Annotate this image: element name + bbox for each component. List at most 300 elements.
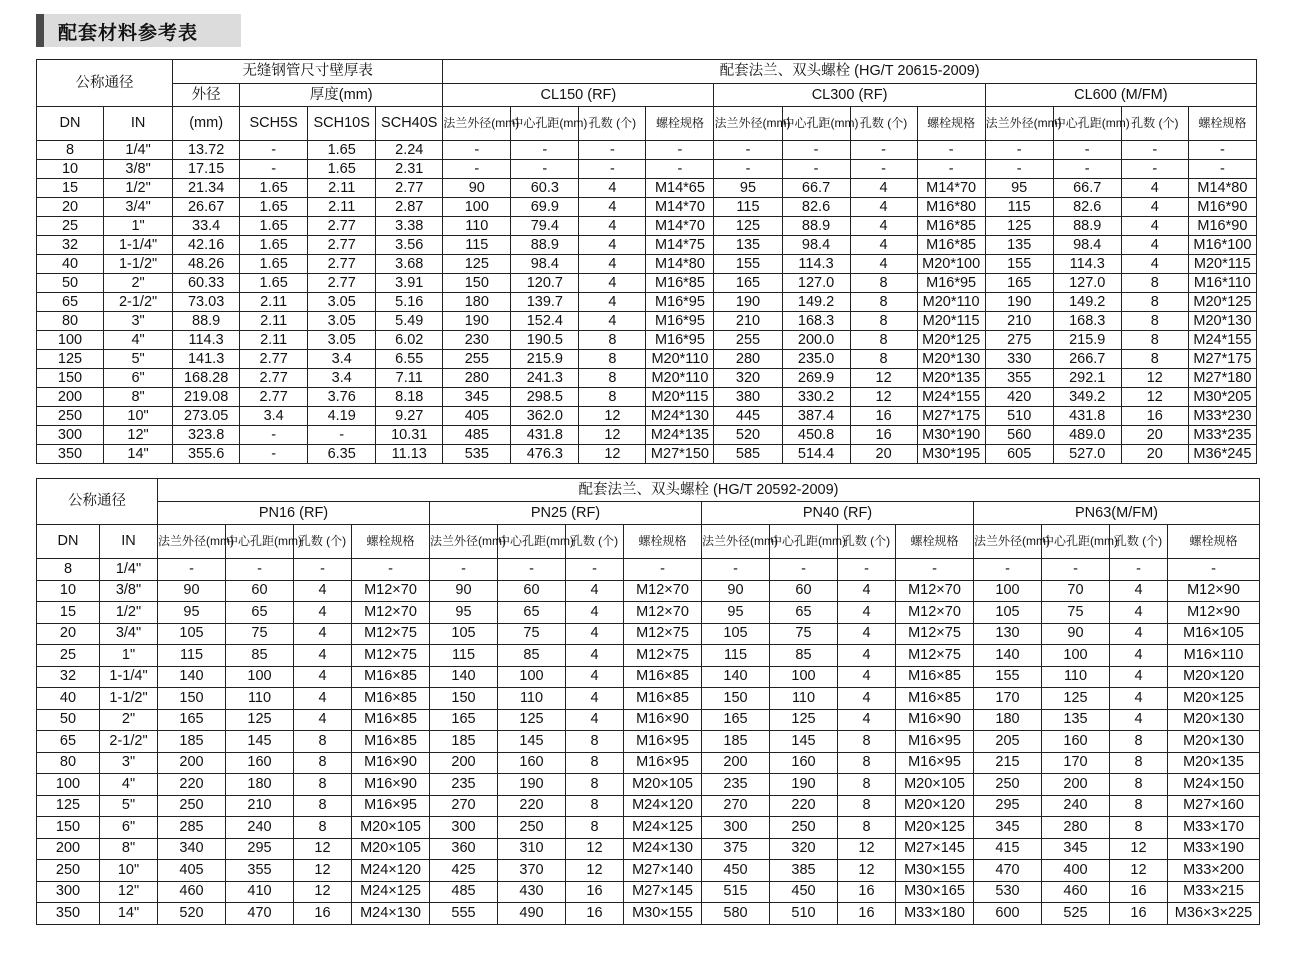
table-cell: 20	[37, 623, 100, 645]
table-cell: -	[917, 141, 985, 160]
table-cell: 145	[226, 731, 294, 753]
table-cell: 75	[226, 623, 294, 645]
table-cell: 135	[714, 236, 782, 255]
table-cell: 4	[1110, 709, 1168, 731]
table-cell: M27*180	[1188, 369, 1256, 388]
pn25-flange-od-header: 法兰外径(mm)	[430, 525, 498, 559]
table-cell: 4	[1121, 236, 1188, 255]
table-cell: M14*70	[646, 217, 714, 236]
table-cell: -	[624, 559, 702, 581]
table-cell: 185	[702, 731, 770, 753]
table-cell: 149.2	[782, 293, 850, 312]
table-cell: 345	[443, 388, 511, 407]
table-cell: 165	[985, 274, 1053, 293]
table-cell: 10.31	[376, 426, 443, 445]
thickness-header: 厚度(mm)	[240, 84, 443, 107]
table-cell: M16×85	[352, 731, 430, 753]
table-cell: 180	[974, 709, 1042, 731]
table-cell: 60.33	[173, 274, 240, 293]
table-cell: 2-1/2"	[104, 293, 173, 312]
table-cell: 450.8	[782, 426, 850, 445]
table-cell: 125	[37, 350, 104, 369]
table-cell: 98.4	[1053, 236, 1121, 255]
table-cell: 4	[850, 198, 917, 217]
table-cell: -	[1053, 141, 1121, 160]
table-cell: 140	[702, 666, 770, 688]
table-cell: 9.27	[376, 407, 443, 426]
table-cell: 3"	[104, 312, 173, 331]
table-cell: 180	[443, 293, 511, 312]
table-cell: 11.13	[376, 445, 443, 464]
table-cell: M16*90	[1188, 217, 1256, 236]
table-cell: M12×70	[352, 580, 430, 602]
table-cell: -	[566, 559, 624, 581]
table-cell: 3"	[100, 752, 158, 774]
table-cell: 8	[838, 817, 896, 839]
table-cell: M16×85	[352, 688, 430, 710]
table-cell: 4	[566, 709, 624, 731]
table-row	[37, 388, 1257, 407]
table-cell: 235	[702, 774, 770, 796]
table-cell: 1/2"	[104, 179, 173, 198]
table-cell: 1.65	[240, 236, 308, 255]
table-cell: 3.56	[376, 236, 443, 255]
table-cell: 4	[566, 602, 624, 624]
table-cell: 205	[974, 731, 1042, 753]
table-cell: 95	[702, 602, 770, 624]
table-cell: 125	[985, 217, 1053, 236]
table-cell: -	[352, 559, 430, 581]
table-cell: M20×105	[896, 774, 974, 796]
table-cell: 90	[1042, 623, 1110, 645]
table-cell: 12	[579, 407, 646, 426]
table-cell: 115	[443, 236, 511, 255]
table-cell: M30×155	[896, 860, 974, 882]
table-cell: 200	[37, 838, 100, 860]
table-cell: 2.77	[240, 369, 308, 388]
table-cell: 8	[838, 731, 896, 753]
table-cell: 150	[702, 688, 770, 710]
table-cell: 10"	[104, 407, 173, 426]
table-cell: M16×85	[352, 709, 430, 731]
table-cell: 160	[770, 752, 838, 774]
table-cell: -	[240, 426, 308, 445]
cl300-bolt-circle-header: 中心孔距(mm)	[782, 107, 850, 141]
table-cell: 387.4	[782, 407, 850, 426]
table-cell: M33×190	[1168, 838, 1260, 860]
table-cell: 560	[985, 426, 1053, 445]
table-cell: M12×75	[624, 623, 702, 645]
table-cell: 240	[1042, 795, 1110, 817]
cl600-holes-header: 孔数 (个)	[1121, 107, 1188, 141]
table-cell: 12	[1121, 388, 1188, 407]
table-cell: -	[1121, 141, 1188, 160]
table-cell: 8	[579, 331, 646, 350]
table-cell: 8	[566, 752, 624, 774]
table-cell: M20×120	[896, 795, 974, 817]
table-cell: 65	[226, 602, 294, 624]
table-cell: 215.9	[511, 350, 579, 369]
table-cell: -	[896, 559, 974, 581]
table-cell: 180	[226, 774, 294, 796]
table-row	[37, 141, 1257, 160]
od-header: 外径	[173, 84, 240, 107]
nominal-header: 公称通径	[37, 60, 173, 107]
table-cell: 168.28	[173, 369, 240, 388]
table-cell: M14*70	[646, 198, 714, 217]
table-cell: 269.9	[782, 369, 850, 388]
table-cell: M14*75	[646, 236, 714, 255]
table-cell: 410	[226, 881, 294, 903]
table-cell: 3/8"	[100, 580, 158, 602]
table-cell: 105	[158, 623, 226, 645]
table-cell: 349.2	[1053, 388, 1121, 407]
table-cell: M20*130	[1188, 312, 1256, 331]
table-cell: 3.38	[376, 217, 443, 236]
pn25-header: PN25 (RF)	[430, 502, 702, 525]
table-cell: 12	[1121, 369, 1188, 388]
pn-flange-table	[36, 478, 1260, 925]
table-cell: 375	[702, 838, 770, 860]
table-cell: M36*245	[1188, 445, 1256, 464]
table-cell: M12×75	[896, 623, 974, 645]
table-cell: 135	[1042, 709, 1110, 731]
table-cell: 160	[1042, 731, 1110, 753]
table-cell: 75	[770, 623, 838, 645]
pn25-bolt-circle-header: 中心孔距(mm)	[498, 525, 566, 559]
table-cell: 190	[498, 774, 566, 796]
table-cell: -	[579, 160, 646, 179]
table-cell: 85	[770, 645, 838, 667]
table-cell: 60	[770, 580, 838, 602]
table-cell: 8	[294, 731, 352, 753]
table-cell: 3.91	[376, 274, 443, 293]
table-cell: 470	[974, 860, 1042, 882]
table-cell: -	[985, 160, 1053, 179]
table-cell: 266.7	[1053, 350, 1121, 369]
table-cell: 320	[714, 369, 782, 388]
table-cell: 220	[158, 774, 226, 796]
table-cell: 400	[1042, 860, 1110, 882]
table-cell: 4	[850, 236, 917, 255]
table-cell: 235.0	[782, 350, 850, 369]
table-cell: 485	[443, 426, 511, 445]
table-cell: M16*100	[1188, 236, 1256, 255]
table-cell: 100	[37, 774, 100, 796]
table-cell: 88.9	[511, 236, 579, 255]
table-cell: 4	[566, 623, 624, 645]
table-cell: 190	[714, 293, 782, 312]
table-cell: 190.5	[511, 331, 579, 350]
table-cell: 4	[1110, 666, 1168, 688]
table-cell: M20×105	[352, 817, 430, 839]
table-cell: 4	[838, 580, 896, 602]
table-row	[37, 160, 1257, 179]
cl600-bolt-circle-header: 中心孔距(mm)	[1053, 107, 1121, 141]
table-cell: 530	[974, 881, 1042, 903]
table-cell: 2.11	[240, 331, 308, 350]
table-cell: 3/8"	[104, 160, 173, 179]
table-cell: M14*80	[646, 255, 714, 274]
table-cell: 8	[566, 795, 624, 817]
table-cell: 120.7	[511, 274, 579, 293]
table-row	[37, 331, 1257, 350]
table-cell: 1.65	[240, 179, 308, 198]
table-cell: 66.7	[782, 179, 850, 198]
table-cell: 8	[850, 274, 917, 293]
table-cell: 2.77	[308, 255, 376, 274]
table-cell: M16×95	[624, 752, 702, 774]
table-cell: 4"	[100, 774, 158, 796]
table-cell: M16×95	[352, 795, 430, 817]
table-cell: M20×120	[1168, 666, 1260, 688]
table-cell: 527.0	[1053, 445, 1121, 464]
table-cell: 450	[702, 860, 770, 882]
table-cell: -	[1188, 141, 1256, 160]
table-cell: 355.6	[173, 445, 240, 464]
table-cell: 25	[37, 645, 100, 667]
table-cell: 25	[37, 217, 104, 236]
table-cell: 2.77	[308, 217, 376, 236]
table-cell: 310	[498, 838, 566, 860]
table-cell: 4	[579, 255, 646, 274]
table-cell: M20×135	[1168, 752, 1260, 774]
table-cell: 4	[850, 179, 917, 198]
table-cell: 8"	[100, 838, 158, 860]
table-cell: 2.77	[308, 274, 376, 293]
table-cell: 13.72	[173, 141, 240, 160]
table-cell: 75	[498, 623, 566, 645]
table-cell: 8	[1110, 752, 1168, 774]
table-cell: -	[702, 559, 770, 581]
table-cell: 8	[566, 731, 624, 753]
table-cell: 114.3	[173, 331, 240, 350]
table-cell: M16*95	[646, 331, 714, 350]
table-row	[37, 179, 1257, 198]
pn63-bolt-spec-header: 螺栓规格	[1168, 525, 1260, 559]
table-cell: M20*125	[1188, 293, 1256, 312]
table-cell: 125	[1042, 688, 1110, 710]
table-cell: 8	[838, 774, 896, 796]
table-cell: 190	[443, 312, 511, 331]
table-cell: 4	[838, 602, 896, 624]
table-cell: 20	[850, 445, 917, 464]
table-cell: 12	[1110, 860, 1168, 882]
table-cell: 4	[838, 688, 896, 710]
table-row	[37, 312, 1257, 331]
table-cell: 95	[158, 602, 226, 624]
pn16-header: PN16 (RF)	[158, 502, 430, 525]
pn25-holes-header: 孔数 (个)	[566, 525, 624, 559]
table-cell: 105	[974, 602, 1042, 624]
pipe-flange-table-body	[37, 141, 1257, 464]
table-cell: M20*110	[917, 293, 985, 312]
table-cell: M27×145	[624, 881, 702, 903]
table-cell: 210	[985, 312, 1053, 331]
table-cell: 2-1/2"	[100, 731, 158, 753]
table-cell: 100	[770, 666, 838, 688]
table-cell: 6"	[104, 369, 173, 388]
table-cell: 150	[443, 274, 511, 293]
table-cell: 4	[566, 645, 624, 667]
table-cell: 3.4	[308, 350, 376, 369]
page-title: 配套材料参考表	[58, 22, 199, 44]
table-cell: 2.24	[376, 141, 443, 160]
table-cell: M30×165	[896, 881, 974, 903]
table-cell: 16	[850, 426, 917, 445]
table-cell: 4	[838, 645, 896, 667]
table-cell: 3/4"	[104, 198, 173, 217]
table-cell: M33*235	[1188, 426, 1256, 445]
table-cell: 2.11	[308, 198, 376, 217]
table-cell: 125	[37, 795, 100, 817]
table-row	[37, 688, 1260, 710]
table-cell: M30×155	[624, 903, 702, 925]
table-cell: -	[850, 160, 917, 179]
table-cell: 1-1/4"	[104, 236, 173, 255]
table-cell: 215	[974, 752, 1042, 774]
table-cell: M33×215	[1168, 881, 1260, 903]
table-cell: 415	[974, 838, 1042, 860]
table-cell: M16*85	[917, 217, 985, 236]
table-cell: 95	[430, 602, 498, 624]
table-cell: -	[240, 141, 308, 160]
table-row	[37, 860, 1260, 882]
table-cell: 170	[1042, 752, 1110, 774]
table-cell: 12	[1110, 838, 1168, 860]
table-cell: 200	[158, 752, 226, 774]
table-cell: M27*150	[646, 445, 714, 464]
table-cell: 4	[850, 217, 917, 236]
table-cell: 8	[1121, 350, 1188, 369]
table-cell: 4	[294, 688, 352, 710]
table-cell: 295	[974, 795, 1042, 817]
table-cell: -	[646, 141, 714, 160]
table-cell: 250	[37, 407, 104, 426]
flange-group-header: 配套法兰、双头螺栓 (HG/T 20615-2009)	[443, 60, 1257, 84]
table-cell: 190	[770, 774, 838, 796]
table-cell: M20*135	[917, 369, 985, 388]
table-cell: M33×200	[1168, 860, 1260, 882]
table-cell: 250	[37, 860, 100, 882]
table-cell: 460	[1042, 881, 1110, 903]
table-cell: 105	[702, 623, 770, 645]
table-cell: 98.4	[782, 236, 850, 255]
table-cell: M24*130	[646, 407, 714, 426]
table-cell: 115	[702, 645, 770, 667]
cl150-bolt-spec-header: 螺栓规格	[646, 107, 714, 141]
table-cell: 1"	[100, 645, 158, 667]
table-cell: 65	[37, 293, 104, 312]
cl300-header: CL300 (RF)	[714, 84, 985, 107]
table-cell: 4	[1110, 688, 1168, 710]
table-cell: 4	[566, 688, 624, 710]
table-cell: M12×70	[896, 602, 974, 624]
table-cell: 8	[1121, 312, 1188, 331]
table-cell: 2.77	[240, 388, 308, 407]
table-cell: 152.4	[511, 312, 579, 331]
table-cell: 295	[226, 838, 294, 860]
table-cell: 580	[702, 903, 770, 925]
table-cell: 10	[37, 580, 100, 602]
table-cell: -	[770, 559, 838, 581]
pn40-header: PN40 (RF)	[702, 502, 974, 525]
table-cell: 26.67	[173, 198, 240, 217]
table-cell: M30*195	[917, 445, 985, 464]
table-cell: 485	[430, 881, 498, 903]
table-cell: M24*155	[1188, 331, 1256, 350]
table-cell: 149.2	[1053, 293, 1121, 312]
table-cell: 115	[430, 645, 498, 667]
table-cell: M30*205	[1188, 388, 1256, 407]
table-cell: 12	[838, 860, 896, 882]
table-cell: 220	[498, 795, 566, 817]
table-cell: M24×120	[352, 860, 430, 882]
table-row	[37, 645, 1260, 667]
table-cell: -	[443, 141, 511, 160]
table-cell: 4	[579, 312, 646, 331]
table-cell: 165	[430, 709, 498, 731]
table-cell: 241.3	[511, 369, 579, 388]
table-cell: 50	[37, 709, 100, 731]
table-cell: M16×110	[1168, 645, 1260, 667]
table-cell: 12	[566, 838, 624, 860]
table-cell: 165	[714, 274, 782, 293]
table-row	[37, 817, 1260, 839]
table-cell: 585	[714, 445, 782, 464]
pipe-group-header: 无缝钢管尺寸壁厚表	[173, 60, 443, 84]
table-cell: 75	[1042, 602, 1110, 624]
table-cell: 380	[714, 388, 782, 407]
table-cell: 12	[566, 860, 624, 882]
table-cell: 125	[226, 709, 294, 731]
table-cell: -	[294, 559, 352, 581]
table-cell: 85	[498, 645, 566, 667]
table-cell: 60	[226, 580, 294, 602]
table-cell: 200	[37, 388, 104, 407]
table-cell: 8	[850, 331, 917, 350]
table-cell: M16*85	[646, 274, 714, 293]
table-cell: 1/2"	[100, 602, 158, 624]
table-cell: 510	[985, 407, 1053, 426]
table-cell: 330.2	[782, 388, 850, 407]
cl150-header: CL150 (RF)	[443, 84, 714, 107]
table-cell: 1.65	[240, 255, 308, 274]
in-header: IN	[104, 107, 173, 141]
table-row	[37, 426, 1257, 445]
table-cell: 4	[1110, 602, 1168, 624]
table-cell: M16×85	[896, 688, 974, 710]
table-cell: M16×90	[352, 752, 430, 774]
table-cell: 350	[37, 903, 100, 925]
table-cell: 362.0	[511, 407, 579, 426]
table-cell: M16*95	[917, 274, 985, 293]
table-cell: 190	[985, 293, 1053, 312]
table-cell: M24×120	[624, 795, 702, 817]
table-cell: 280	[1042, 817, 1110, 839]
table-cell: 298.5	[511, 388, 579, 407]
table-cell: 150	[37, 369, 104, 388]
table-cell: 230	[443, 331, 511, 350]
table-cell: 3.4	[240, 407, 308, 426]
pipe-flange-table-class	[36, 59, 1257, 464]
table-cell: -	[714, 141, 782, 160]
table-cell: 100	[498, 666, 566, 688]
table-cell: 85	[226, 645, 294, 667]
table-cell: 355	[985, 369, 1053, 388]
table-cell: 16	[838, 881, 896, 903]
table-cell: 82.6	[1053, 198, 1121, 217]
